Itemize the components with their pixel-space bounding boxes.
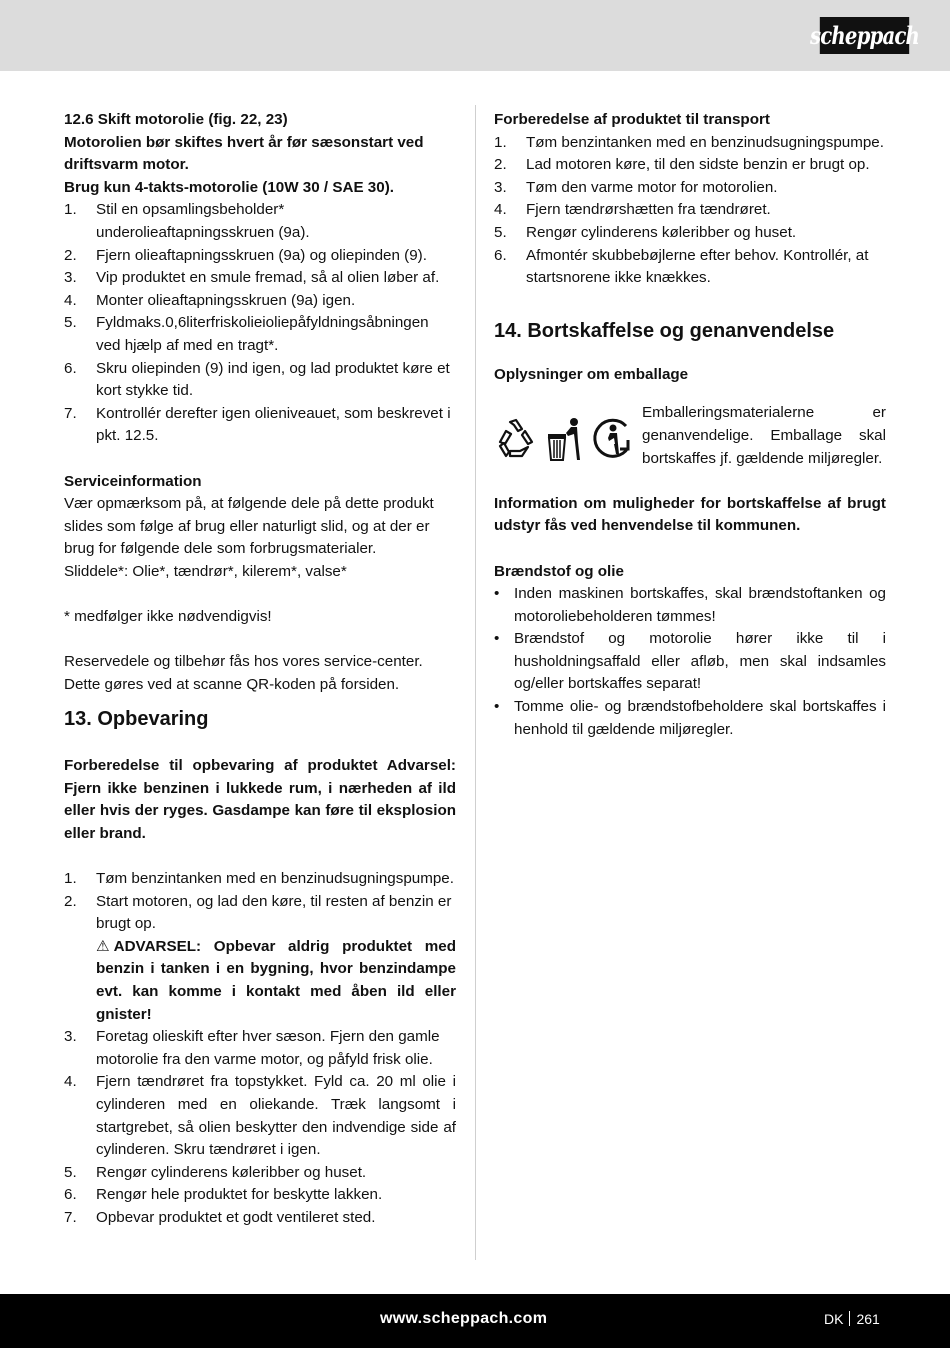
website-link[interactable]: www.scheppach.com [380, 1310, 548, 1327]
packaging-heading: Oplysninger om emballage [494, 365, 689, 383]
list-item: 4. Monter olieaftapningsskruen (9a) igen. [64, 291, 356, 309]
section-13-heading: 13. Opbevaring [64, 708, 209, 731]
section-12-6-heading: 12.6 Skift motorolie (fig. 22, 23) [64, 111, 288, 128]
spare-parts-paragraph: Reservedele og tilbehør fås hos vores service-center. Dette gøres ved at scanne QR-koden på forsiden. [64, 653, 423, 693]
fuel-oil-list [494, 583, 886, 741]
page-number: DK 261 [824, 1311, 880, 1327]
oil-change-steps [64, 199, 456, 448]
column-divider [475, 105, 476, 1260]
list-item: 3. Foretag olieskift efter hver sæson. Fjern den gamle motorolie fra den varme motor, og påfyld frisk olie. [64, 1028, 440, 1068]
warning-triangle-icon: ⚠ [96, 937, 110, 955]
list-item: 6. Afmontér skubbebøjlerne efter behov. Kontrollér, at startsnorene ikke knækkes. [494, 246, 869, 287]
list-item: 3. Tøm den varme motor for motorolien. [494, 178, 778, 196]
list-item: 1. Stil en opsamlingsbeholder* underolieaftapningsskruen (9a). [64, 201, 310, 241]
footnote: * medfølger ikke nødvendigvis! [64, 608, 272, 626]
list-item: • Brændstof og motorolie hører ikke til i husholdningsaffald eller afløb, men skal indsamles og/eller bortskaffes separat! [494, 630, 886, 693]
scheppach-logo: scheppach [820, 17, 909, 54]
list-item: • Inden maskinen bortskaffes, skal brændstoftanken og motoroliebeholderen tømmes! [494, 585, 886, 625]
footer-bar [0, 1294, 950, 1348]
list-item: 1. Tøm benzintanken med en benzinudsugningspumpe. [64, 870, 454, 887]
storage-steps [64, 868, 456, 1230]
oil-type: Brug kun 4-takts-motorolie (10W 30 / SAE 30). [64, 178, 394, 196]
packaging-text: Emballeringsmaterialerne er genanvendelige. Emballage skal bortskaffes jf. gældende miljøregler. [642, 404, 886, 467]
list-item: 5. Rengør cylinderens køleribber og huset. [64, 1163, 367, 1181]
list-item: 2. Start motoren, og lad den køre, til resten af benzin er brugt op. ⚠ ADVARSEL: Opbevar aldrig produktet med benzin i tanken i en bygning, hvor benzindampe evt. kan komme i kontakt med åben ild eller gnister! [64, 892, 456, 1023]
header-bar [0, 0, 950, 71]
list-item: 7. Opbevar produktet et godt ventileret sted. [64, 1208, 376, 1226]
service-heading: Serviceinformation [64, 472, 202, 490]
list-item: • Tomme olie- og brændstofbeholdere skal bortskaffes i henhold til gældende miljøregler. [494, 698, 886, 738]
disposal-icons [494, 402, 642, 462]
list-item: 4. Fjern tændrøret fra topstykket. Fyld ca. 20 ml olie i cylinderen med en oliekande. Træk langsomt i startgrebet, så olien beskytter den indvendige side af cylinderen. Skru tændrøret i igen. [64, 1073, 456, 1159]
list-item: 2. Lad motoren køre, til den sidste benzin er brugt op. [494, 156, 870, 174]
list-item: 5. Rengør cylinderens køleribber og huset. [494, 223, 797, 241]
recyclable-packaging-icon [590, 416, 636, 462]
transport-heading: Forberedelse af produktet til transport [494, 111, 770, 128]
list-item: 1. Tøm benzintanken med en benzinudsugningspumpe. [494, 133, 884, 151]
fuel-oil-heading: Brændstof og olie [494, 562, 624, 580]
right-column [494, 109, 886, 741]
left-column [64, 109, 456, 1230]
service-paragraph: Vær opmærksom på, at følgende dele på dette produkt slides som følge af brug eller naturligt slid, og at der er brug for følgende dele som forbrugsmaterialer. [64, 495, 434, 558]
oil-intro: Motorolien bør skiftes hvert år før sæsonstart ved driftsvarm motor. [64, 133, 424, 174]
list-item: 4. Fjern tændrørshætten fra tændrøret. [494, 201, 771, 219]
transport-steps [494, 132, 886, 290]
section-14-heading: 14. Bortskaffelse og genanvendelse [494, 319, 835, 342]
storage-warning: Forberedelse til opbevaring af produktet Advarsel: Fjern ikke benzinen i lukkede rum, i nærheden af ild eller hvis der ryges. Gasdampe kan føre til eksplosion eller brand. [64, 757, 456, 842]
list-item: 5. Fyldmaks.0,6literfriskolieioliepåfyldningsåbningen ved hjælp af med en tragt*. [64, 314, 429, 354]
wear-parts: Sliddele*: Olie*, tændrør*, kilerem*, valse* [64, 562, 347, 580]
storage-warning-2: ADVARSEL: Opbevar aldrig produktet med benzin i tanken i en bygning, hvor benzindampe evt. kan komme i kontakt med åben ild eller gnister! [96, 937, 456, 1023]
municipality-info: Information om muligheder for bortskaffelse af brugt udstyr fås ved henvendelse til kommunen. [494, 494, 886, 535]
list-item: 6. Skru oliepinden (9) ind igen, og lad produktet køre et kort stykke tid. [64, 359, 450, 400]
list-item: 6. Rengør hele produktet for beskytte lakken. [64, 1186, 383, 1204]
bin-disposal-icon [544, 416, 584, 462]
list-item: 3. Vip produktet en smule fremad, så al olien løber af. [64, 269, 440, 287]
list-item: 7. Kontrollér derefter igen olieniveauet, som beskrevet i pkt. 12.5. [64, 404, 451, 445]
list-item: 2. Fjern olieaftapningsskruen (9a) og oliepinden (9). [64, 246, 427, 264]
packaging-info [494, 402, 886, 470]
recycle-icon [494, 416, 538, 460]
